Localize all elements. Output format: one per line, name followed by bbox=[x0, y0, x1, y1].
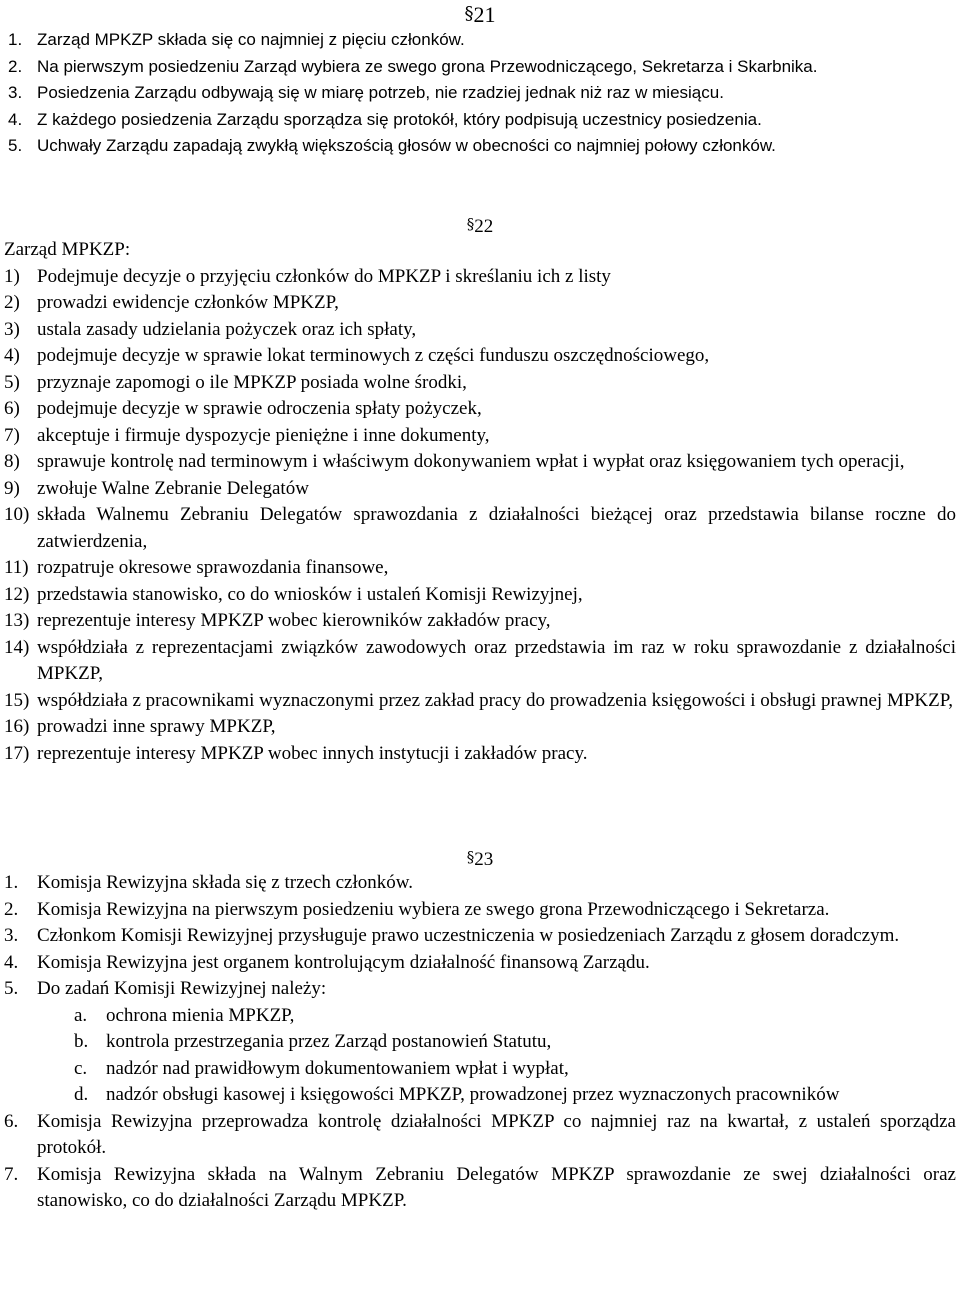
section-22-list bbox=[4, 264, 956, 768]
list-item-text: współdziała z reprezentacjami związków zawodowych oraz przedstawia im raz w roku sprawozdanie z działalności MPKZP, bbox=[37, 636, 956, 684]
list-item bbox=[4, 423, 956, 450]
list-item bbox=[4, 343, 956, 370]
list-item-text: Komisja Rewizyjna na pierwszym posiedzeniu wybiera ze swego grona Przewodniczącego i Sekretarza. bbox=[37, 898, 830, 920]
list-item bbox=[8, 27, 952, 54]
section-symbol: § bbox=[464, 3, 474, 24]
list-item-number: 9) bbox=[4, 477, 20, 499]
list-item-number: 7. bbox=[4, 1163, 19, 1185]
list-item-number: c. bbox=[74, 1057, 88, 1079]
list-item-text: Zarząd MPKZP składa się co najmniej z pięciu członków. bbox=[37, 30, 465, 49]
list-item-number: 4) bbox=[4, 345, 20, 366]
list-item-text: ochrona mienia MPKZP, bbox=[106, 1004, 295, 1026]
section-intro: Zarząd MPKZP: bbox=[4, 239, 131, 260]
list-item-number: 3. bbox=[8, 83, 23, 102]
section-number: 23 bbox=[474, 849, 494, 870]
list-item-text: reprezentuje interesy MPKZP wobec innych instytucji i zakładów pracy. bbox=[37, 742, 588, 764]
list-item-number: 14) bbox=[4, 636, 30, 658]
list-item-number: 3. bbox=[4, 925, 19, 946]
list-item-text: Do zadań Komisji Rewizyjnej należy: bbox=[37, 978, 327, 999]
list-item-number: 6. bbox=[4, 1110, 19, 1132]
list-item-text: ustala zasady udzielania pożyczek oraz ich spłaty, bbox=[37, 318, 417, 340]
list-item bbox=[8, 54, 952, 81]
section-heading bbox=[8, 0, 952, 27]
list-item-text: podejmuje decyzje w sprawie lokat terminowych z części funduszu oszczędnościowego, bbox=[37, 345, 710, 366]
list-item-number: 2) bbox=[4, 292, 20, 313]
list-item-text: prowadzi ewidencje członków MPKZP, bbox=[37, 292, 339, 313]
list-item bbox=[4, 476, 956, 503]
section-23-sublist bbox=[74, 1003, 956, 1109]
list-item bbox=[4, 264, 956, 291]
list-item bbox=[4, 897, 956, 924]
list-item-text: prowadzi inne sprawy MPKZP, bbox=[37, 716, 276, 737]
list-item-number: 2. bbox=[4, 898, 19, 920]
list-item bbox=[8, 80, 952, 107]
section-symbol: § bbox=[466, 848, 475, 866]
list-item-text: zwołuje Walne Zebranie Delegatów bbox=[37, 477, 309, 499]
list-item-number: 4. bbox=[8, 109, 23, 129]
list-item-text: współdziała z pracownikami wyznaczonymi przez zakład pracy do prowadzenia księgowości i obsługi prawnej MPKZP, bbox=[37, 689, 953, 711]
list-item bbox=[74, 1082, 956, 1109]
list-item-number: 3) bbox=[4, 318, 20, 340]
list-item bbox=[4, 870, 956, 897]
list-item-number: 1. bbox=[4, 872, 19, 893]
list-item-number: 5. bbox=[8, 136, 23, 155]
list-item bbox=[4, 688, 956, 715]
list-item-number: 2. bbox=[8, 56, 23, 76]
list-item bbox=[4, 950, 956, 977]
list-item-number: 5. bbox=[4, 978, 19, 999]
list-item-number: b. bbox=[74, 1031, 89, 1052]
list-item-number: 7) bbox=[4, 424, 20, 446]
section-21 bbox=[8, 0, 952, 160]
section-23 bbox=[4, 844, 956, 1215]
list-item-number: d. bbox=[74, 1084, 89, 1105]
list-item-text: Komisja Rewizyjna składa na Walnym Zebraniu Delegatów MPKZP sprawozdanie ze swej działalności oraz stanowisko, co do działalności Zarządu MPKZP. bbox=[37, 1163, 956, 1211]
list-item-text: Uchwały Zarządu zapadają zwykłą większością głosów w obecności co najmniej połowy członków. bbox=[37, 136, 776, 155]
list-item bbox=[4, 582, 956, 609]
list-item-number: 15) bbox=[4, 689, 30, 711]
list-item-number: 11) bbox=[4, 557, 29, 578]
list-item bbox=[4, 317, 956, 344]
list-item-text: Posiedzenia Zarządu odbywają się w miarę potrzeb, nie rzadziej jednak niż raz w miesiącu. bbox=[37, 83, 724, 102]
section-21-list bbox=[8, 27, 952, 160]
list-item bbox=[74, 1003, 956, 1030]
list-item-text: Członkom Komisji Rewizyjnej przysługuje prawo uczestniczenia w posiedzeniach Zarządu z głosem doradczym. bbox=[37, 925, 900, 946]
list-item bbox=[4, 502, 956, 555]
section-heading bbox=[4, 844, 956, 870]
list-item-text: Z każdego posiedzenia Zarządu sporządza się protokół, który podpisują uczestnicy posiedzenia. bbox=[37, 109, 762, 129]
list-item bbox=[4, 635, 956, 688]
list-item bbox=[8, 107, 952, 134]
list-item-text: sprawuje kontrolę nad terminowym i właściwym dokonywaniem wpłat i wypłat oraz księgowaniem tych operacji, bbox=[37, 451, 905, 472]
list-item bbox=[4, 555, 956, 582]
list-item-number: 1) bbox=[4, 265, 20, 287]
section-heading bbox=[4, 211, 956, 237]
list-item bbox=[4, 1162, 956, 1215]
list-item-text: rozpatruje okresowe sprawozdania finansowe, bbox=[37, 557, 389, 578]
section-23-list-continued bbox=[4, 1109, 956, 1215]
list-item-text: Komisja Rewizyjna składa się z trzech członków. bbox=[37, 872, 414, 893]
list-item-number: 5) bbox=[4, 371, 20, 393]
list-item-number: 16) bbox=[4, 716, 30, 737]
list-item bbox=[4, 370, 956, 397]
list-item-text: Podejmuje decyzje o przyjęciu członków do MPKZP i skreślaniu ich z listy bbox=[37, 265, 611, 287]
list-item-text: Na pierwszym posiedzeniu Zarząd wybiera ze swego grona Przewodniczącego, Sekretarza i Skarbnika. bbox=[37, 56, 818, 76]
list-item-text: Komisja Rewizyjna przeprowadza kontrolę działalności MPKZP co najmniej raz na kwartał, z ustaleń sporządza protokół. bbox=[37, 1110, 956, 1158]
section-number: 22 bbox=[474, 216, 494, 237]
list-item bbox=[4, 449, 956, 476]
list-item-text: reprezentuje interesy MPKZP wobec kierowników zakładów pracy, bbox=[37, 610, 551, 631]
list-item-text: podejmuje decyzje w sprawie odroczenia spłaty pożyczek, bbox=[37, 398, 482, 419]
list-item-text: przedstawia stanowisko, co do wniosków i ustaleń Komisji Rewizyjnej, bbox=[37, 583, 583, 605]
section-symbol: § bbox=[466, 215, 475, 233]
list-item-number: 12) bbox=[4, 583, 30, 605]
list-item-number: 4. bbox=[4, 951, 19, 973]
list-item bbox=[4, 1109, 956, 1162]
list-item bbox=[4, 396, 956, 423]
list-item-number: 17) bbox=[4, 742, 30, 764]
list-item bbox=[4, 290, 956, 317]
list-item-text: kontrola przestrzegania przez Zarząd postanowień Statutu, bbox=[106, 1031, 552, 1052]
list-item-number: 6) bbox=[4, 398, 20, 419]
list-item-number: 10) bbox=[4, 504, 30, 525]
list-item bbox=[74, 1056, 956, 1083]
list-item-text: składa Walnemu Zebraniu Delegatów sprawozdania z działalności bieżącej oraz przedstawia bilanse roczne do zatwierdzenia, bbox=[37, 504, 956, 552]
list-item-text: akceptuje i firmuje dyspozycje pieniężne i inne dokumenty, bbox=[37, 424, 490, 446]
section-number: 21 bbox=[473, 2, 496, 27]
list-item-number: 8) bbox=[4, 451, 20, 472]
list-item bbox=[4, 741, 956, 768]
section-22 bbox=[4, 211, 956, 767]
list-item bbox=[4, 976, 956, 1003]
list-item-text: przyznaje zapomogi o ile MPKZP posiada wolne środki, bbox=[37, 371, 467, 393]
list-item-text: Komisja Rewizyjna jest organem kontrolującym działalność finansową Zarządu. bbox=[37, 951, 650, 973]
list-item bbox=[74, 1029, 956, 1056]
list-item-number: 1. bbox=[8, 30, 23, 49]
list-item-text: nadzór nad prawidłowym dokumentowaniem wpłat i wypłat, bbox=[106, 1057, 569, 1079]
section-23-list bbox=[4, 870, 956, 1003]
list-item-number: a. bbox=[74, 1004, 88, 1026]
list-item bbox=[8, 133, 952, 160]
list-item bbox=[4, 608, 956, 635]
list-item-text: nadzór obsługi kasowej i księgowości MPKZP, prowadzonej przez wyznaczonych pracowników bbox=[106, 1084, 840, 1105]
list-item bbox=[4, 923, 956, 950]
list-item bbox=[4, 714, 956, 741]
list-item-number: 13) bbox=[4, 610, 30, 631]
